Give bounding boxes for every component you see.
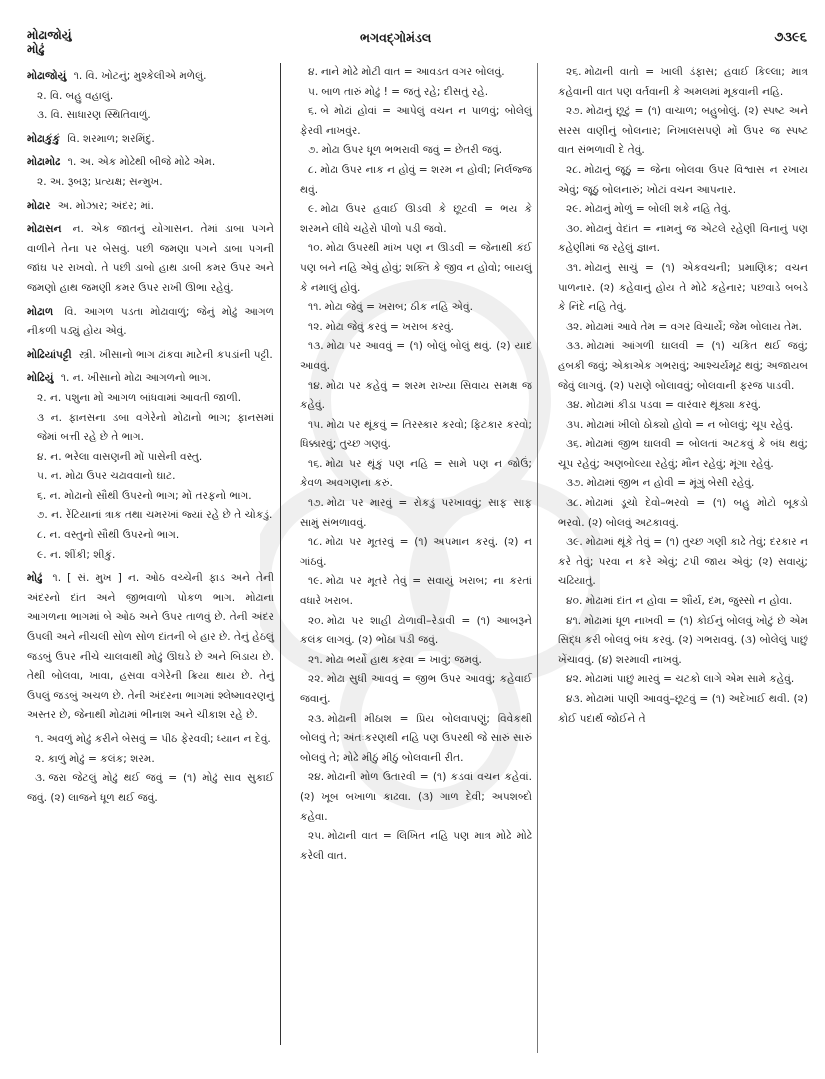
idiom-entry: ૩૨. મોઢામાં આવે તેમ = વગર વિચાર્યે; જેમ બોલાય તેમ. bbox=[566, 320, 803, 333]
idiom-entry: ૨૨. મોઢા સુધી આવવું = જીભ ઉપર આવવું; કહેવાઈ જવાનું. bbox=[300, 673, 532, 705]
idiom-entry: ૮. મોઢા ઉપર નાક ન હોવું = શરમ ન હોવી; નિર્લજ્જ થવું. bbox=[300, 163, 532, 196]
column-1 bbox=[27, 67, 274, 808]
sense: ૬. ન. મોઢાનો સૌથી ઉપરનો ભાગ; મોં તરફનો ભાગ. bbox=[37, 489, 252, 502]
dictionary-entry bbox=[27, 197, 274, 217]
idiom-entry: ૨૪. મોઢાની મોળ ઉતારવી = (૧) કડવાં વચન કહેવાં. (૨) ખૂબ બખાળા કાઢવા. (૩) ગાળ દેવી; અપશબ્દો કહેવા. bbox=[300, 771, 532, 823]
dictionary-entry bbox=[27, 303, 274, 342]
idiom-entry: ૩૩. મોઢામાં આંગળી ઘાલવી = (૧) ચકિત થઈ જવું; હબકી જવું; એકાએક ગભરાવું; આશ્ચર્યમૂઢ થવું; અજાયબ જેવું લાગવું. (૨) પરાણે બોલાવવું; બોલવાની ફરજ પાડવી. bbox=[558, 340, 808, 392]
page-header bbox=[0, 0, 825, 56]
idiom-entry: ૧૮. મોઢા પર મૂતરવું = (૧) અપમાન કરવું. (૨) ન ગાંઠવું. bbox=[300, 536, 532, 568]
sense: ન. એક જાતનું યોગાસન. તેમાં ડાબા પગને વાળીને તેના પર બેસવું. પછી જમણા પગને ડાબા પગની જાંઘ પર રાખવો. તે પછી ડાબો હાથ ડાબી કમર ઉપર અને જમણો હાથ જમણી કમર ઉપર રાખી ઊભા રહેવું. bbox=[27, 223, 274, 294]
guide-word-first: મોઢાજોયું bbox=[27, 28, 72, 42]
dictionary-entry bbox=[27, 569, 274, 726]
sense: ૧. વિ. ખોટનું; મુશ્કેલીએ મળેલું. bbox=[73, 70, 207, 82]
dictionary-entry bbox=[27, 369, 274, 565]
dictionary-entry bbox=[27, 130, 274, 150]
dictionary-entry bbox=[27, 220, 274, 298]
idiom-entry: ૨૫. મોઢાની વાત = લિખિત નહિ પણ માત્ર મોઢે મોઢે કરેલી વાત. bbox=[300, 830, 532, 862]
idiom-entry: ૪૨. મોઢામાં પાછું મારવું = ચટકો લાગે એમ સામે કહેવું. bbox=[566, 673, 795, 686]
headword: મોઢું bbox=[27, 572, 43, 585]
idiom-entry: ૧. અવળું મોઢું કરીને બેસવું = પીઠ ફેરવવી; ધ્યાન ન દેવું. bbox=[35, 733, 271, 745]
sense: ૫. ન. મોઢા ઉપર ચઢાવવાનો ઘાટ. bbox=[37, 470, 176, 483]
column-divider bbox=[280, 63, 281, 1045]
sense: ૮. ન. વસ્તુનો સૌથી ઉપરનો ભાગ. bbox=[37, 529, 180, 542]
idiom-entry: ૨૮. મોઢાનું જૂઠું = જેના બોલવા ઉપર વિશ્વાસ ન રખાય એવું; જૂઠું બોલનારું; ખોટાં વચન આપનાર. bbox=[558, 163, 808, 196]
idiom-entry: ૩૯. મોઢામાં થૂંકે તેવું = (૧) તુચ્છ ગણી કાઢે તેવું; દરકાર ન કરે તેવું; પરવા ન કરે એવું; ટપી જાય એવું; (૨) સવાયું; ચઢિયાતું. bbox=[558, 536, 808, 588]
idiom-entry: ૩૧. મોઢાનું સાચું = (૧) એકવચની; પ્રમાણિક; વચન પાળનાર. (૨) કહેવાનું હોય તે મોઢે કહેનાર; પછવાડે બબડે કે નિંદે નહિ તેવું. bbox=[558, 261, 808, 314]
idiom-entry: ૭. મોઢા ઉપર ધૂળ ભભરાવી જવું = છેતરી જવું. bbox=[308, 144, 503, 157]
headword: મોઢાજોયું bbox=[27, 70, 67, 82]
idiom-entry: ૬. બે મોઢાં હોવાં = આપેલું વચન ન પાળવું; બોલેલું ફેરવી નાખવુંર. bbox=[300, 105, 532, 137]
idiom-entry: ૨૩. મોઢાની મીઠાશ = પ્રિય બોલવાપણું; વિવેકથી બોલવું તે; અંતઃકરણથી નહિ પણ ઉપરથી જે સારું સારું બોલવું તે; મોઢે મીઠું મીઠું બોલવાની રીત. bbox=[300, 712, 532, 764]
headword: મોઢાસન bbox=[27, 223, 62, 236]
idiom-entry: ૨૯. મોઢાનું મોળું = બોલી શકે નહિ તેવું. bbox=[566, 203, 731, 216]
sense: ૩. વિ. સાધારણ સ્થિતિવાળું. bbox=[37, 109, 151, 122]
page-number: ૭૩૯૬ bbox=[774, 30, 807, 45]
headword: મોઢાળ bbox=[27, 305, 54, 318]
sense: ૩ ન. ફાનસના ડબા વગેરેનો મોઢાનો ભાગ; ફાનસમાં જેમાં બત્તી રહે છે તે ભાગ. bbox=[37, 411, 274, 444]
guide-words bbox=[27, 28, 72, 56]
sense: ૧. ન. ખીસાનો મોઢા આગળનો ભાગ. bbox=[60, 372, 212, 385]
idiom-entry: ૧૬. મોઢા પર થૂંકું પણ નહિ = સામે પણ ન જોઉં; કેવળ અવગણના કરું. bbox=[300, 457, 532, 490]
column-3 bbox=[558, 63, 808, 729]
idiom-entry: ૩૬. મોઢામાં જીભ ઘાલવી = બોલતાં અટકવું કે બંધ થવું; ચૂપ રહેવું; અણબોલ્યા રહેવું; મૌન રહેવું; મૂંગા રહેવું. bbox=[558, 438, 808, 470]
column-divider bbox=[537, 63, 538, 1053]
sense: ૨. અ. રૂબરૂ; પ્રત્યક્ષ; સન્મુખ. bbox=[37, 175, 163, 188]
headword: મોઢાર bbox=[27, 199, 51, 212]
idiom-entry: ૧૪. મોઢા પર કહેવું = શરમ રાખ્યા સિવાય સમક્ષ જ કહેવું. bbox=[300, 379, 532, 412]
guide-word-last: મોઢું bbox=[27, 42, 45, 56]
idiom-entry: ૩૮. મોઢામાં ડૂચો દેવો–ભરવો = (૧) બહુ મોટો બૂકડો ભરવો. (૨) બોલવું અટકાવવું. bbox=[558, 497, 808, 529]
idiom-entry: ૯. મોઢા ઉપર હવાઈ ઊડવી કે છૂટવી = ભય કે શરમને લીધે ચહેરો પીળો પડી જવો. bbox=[300, 203, 532, 235]
sense: ૨. ન. પશુના મોં આગળ બાંધવામાં આવતી જાળી. bbox=[37, 391, 242, 404]
sense: ૭. ન. રેંટિયાનાં ત્રાક તથા ચમરખાં જ્યાં રહે છે તે ચોકડું. bbox=[37, 509, 273, 522]
idiom-entry: ૧૦. મોઢા ઉપરથી માંખ પણ ન ઊડવી = જેનાથી કંઈ પણ બને નહિ એવું હોવું; શક્તિ કે જીવ ન હોવો; બાયલું કે નમાલું હોવું. bbox=[300, 242, 532, 294]
dictionary-entry bbox=[27, 67, 274, 126]
idiom-entry: ૧૫. મોઢા પર થૂંકવું = તિરસ્કાર કરવો; ફિટકાર કરવો; ધિક્કારવું; તુચ્છ ગણવું. bbox=[300, 418, 532, 451]
sense: સ્ત્રી. ખીસાનો ભાગ ઢાંકવા માટેની કપડાંની પટ્ટી. bbox=[79, 348, 273, 361]
headword: મોઢામોઢ bbox=[27, 156, 61, 169]
sense: ૯. ન. શીંકી; શીકું. bbox=[37, 548, 116, 561]
headword: મોઢિયાંપટ્ટી bbox=[27, 348, 72, 361]
sense: ૪. ન. ભરેલા વાસણની મોં પાસેની વસ્તુ. bbox=[37, 450, 203, 463]
idiom-entry: ૧૧. મોઢા જેવું = ખરાબ; ઠીક નહિ એવું. bbox=[308, 301, 473, 314]
idiom-entry: ૪૧. મોઢામાં ધૂળ નાખવી = (૧) કોઈનું બોલવું ખોટું છે એમ સિદ્ધ કરી બોલવું બંધ કરવું. (૨) ગભરાવવું. (૩) બોલેલું પાછું ખેંચાવવું. (૪) શરમાવી નાખવું. bbox=[558, 614, 808, 666]
idiom-entry: ૫. બાળ તારું મોઢું ! = જતું રહે; દીસતું રહે. bbox=[308, 85, 489, 98]
idiom-entry: ૨૬. મોઢાની વાતો = ખાલી ડંફાસ; હવાઈ કિલ્લા; માત્ર કહેવાની વાત પણ વર્તવાની કે અમલમાં મૂકવાની નહિ. bbox=[558, 66, 808, 98]
idiom-entry: ૩૦. મોઢાનું વેદાંત = નામનું જ એટલે રહેણી વિનાનું પણ કહેણીમાં જ રહેલું જ્ઞાન. bbox=[558, 222, 808, 255]
idiom-entry: ૨૭. મોઢાનું છૂટું = (૧) વાચાળ; બહુબોલું. (૨) સ્પષ્ટ અને સરસ વાણીનું બોલનાર; નિખાલસપણે મોં ઉપર જ સ્પષ્ટ વાત સંભળાવી દે તેવું. bbox=[558, 105, 808, 157]
idiom-entry: ૩૭. મોઢામાં જીભ ન હોવી = મૂંગું બેસી રહેવું. bbox=[566, 477, 755, 490]
headword: મોઢિયું bbox=[27, 372, 54, 385]
sense: ૨. વિ. બહુ વહાલું. bbox=[37, 89, 114, 102]
idiom-entry: ૪. નાને મોઢે મોટી વાત = આવડત વગર બોલવું. bbox=[308, 66, 505, 78]
headword: મોઢાકુંકું bbox=[27, 132, 60, 145]
idiom-entry: ૧૯. મોઢા પર મૂતરે તેવું = સવાયું ખરાબ; ના કરતાં વધારે ખરાબ. bbox=[300, 575, 532, 608]
sense: અ. મોઝાર; અંદર; માં. bbox=[57, 199, 154, 212]
idiom-entry: ૧૭. મોઢા પર મારવું = રોકડું પરખાવવું; સાફ સાફ સામું સંભળાવવું. bbox=[300, 497, 532, 529]
dictionary-entry bbox=[27, 346, 274, 366]
idiom-entry: ૩. જરા જેટલું મોઢું થઈ જવું = (૧) મોઢું સાવ સુકાઈ જવું. (૨) લાજને ધૂળ થઈ જવું. bbox=[27, 772, 274, 804]
idiom-entry: ૪૦. મોઢામાં દાંત ન હોવા = શૌર્ય, દમ, જુસ્સો ન હોવા. bbox=[566, 595, 793, 608]
column-2 bbox=[300, 63, 532, 866]
sense: વિ. આગળ પડતા મોઢાવાળું; જેનું મોઢું આગળ નીકળી પડ્યું હોય એવું. bbox=[27, 305, 274, 338]
idiom-entry: ૩૪. મોઢામાં કીડા પડવા = વારંવાર થૂંક્યા કરવું. bbox=[566, 399, 762, 412]
idiom-entry: ૧૨. મોઢા જેવું કરવું = ખરાબ કરવું. bbox=[308, 320, 454, 333]
idiom-entry: ૩૫. મોઢામાં ખીલો ઠોક્યો હોવો = ન બોલવું; ચૂપ રહેવું. bbox=[566, 418, 794, 431]
sense: વિ. શરમાળ; શરમિંદુ. bbox=[67, 132, 155, 145]
idiom-entry: ૨૧. મોઢા ભર્યો હાથ કરવા = ખાવું; જમવું. bbox=[308, 653, 482, 666]
idiom-entry: ૨૦. મોઢા પર શાહી ઢોળાવી–રેડાવી = (૧) આબરૂને કલંક લાગવું. (૨) ભોંઠા પડી જવું. bbox=[300, 614, 532, 647]
idiom-entry: ૧૩. મોઢા પર આવવું = (૧) બોલું બોલું થવું. (૨) યાદ આવવું. bbox=[300, 340, 532, 372]
idiom-entry: ૨. કાળું મોઢું = કલંક; શરમ. bbox=[35, 752, 155, 765]
page-title: ભગવદ્ગોમંડલ bbox=[360, 30, 432, 45]
sense: ૧. અ. એક મોઢેથી બીજે મોઢે એમ. bbox=[67, 156, 216, 169]
idiom-entry: ૪૩. મોઢામાં પાણી આવવું–છૂટવું = (૧) અદેખાઈ થવી. (૨) કોઈ પદાર્થ જોઈને તે bbox=[558, 693, 808, 725]
sense: ૧. [ સં. મુખ ] ન. ઓઠ વચ્ચેની ફાડ અને તેની અંદરનો દાંત અને જીભવાળો પોકળ ભાગ. મોઢાના આગળના ભાગમાં બે ઓઠ અને ઉપર તાળવું છે. તેની અંદર ઉપલી અને નીચલી સોળ સોળ દાંતની બે હાર છે. તેનું હેઠલું જડબું ઉપર નીચે ચાલવાથી મોઢું ઊઘડે છે અને બિડાય છે. તેથી બોલવા, ખાવા, હસવા વગેરેની ક્રિયા થાય છે. તેનું ઉપલું જડબું અચળ છે. તેની અંદરના ભાગમાં શ્લેષ્માવરણનું અસ્તર છે, જેનાથી મોઢામાં ભીનાશ અને ચીકાશ રહે છે. bbox=[27, 572, 275, 722]
dictionary-entry bbox=[27, 153, 274, 192]
